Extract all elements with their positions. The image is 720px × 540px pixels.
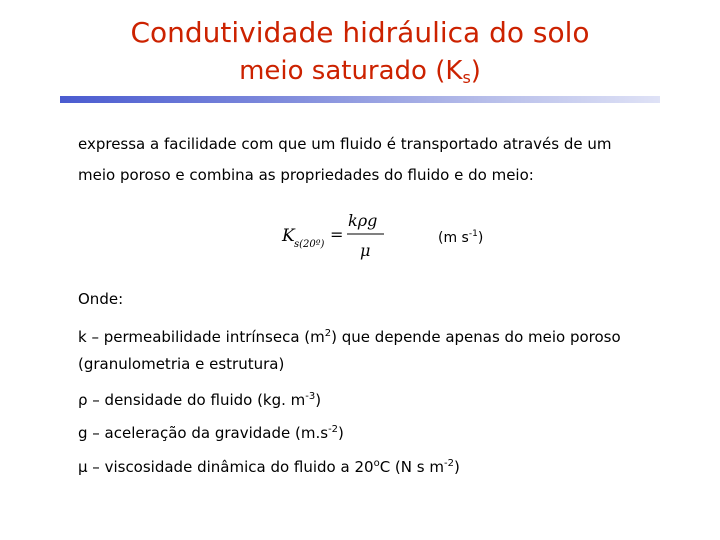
definition-rho-text: ρ – densidade do fluido (kg. m xyxy=(78,391,306,409)
definition-k-text: k – permeabilidade intrínseca (m xyxy=(78,328,325,346)
title-line-1: Condutividade hidráulica do solo xyxy=(130,16,590,49)
formula-lhs-symbol: K xyxy=(282,226,295,246)
definition-mu xyxy=(78,455,460,476)
unit-prefix: (m s xyxy=(438,230,469,246)
intro-line-2: meio poroso e combina as propriedades do fluido e do meio: xyxy=(78,166,534,184)
unit-exponent: -1 xyxy=(468,229,478,239)
unit-suffix: ) xyxy=(477,230,484,246)
definition-mu-text: μ – viscosidade dinâmica do fluido a 20 xyxy=(78,458,374,476)
definition-k-continued: (granulometria e estrutura) xyxy=(78,355,285,373)
definition-g-text-end: ) xyxy=(338,424,344,442)
formula-lhs-subscript: s(20º) xyxy=(294,239,325,250)
definition-k xyxy=(78,325,621,346)
definition-rho-exponent: -3 xyxy=(305,391,316,402)
formula-numerator: kρg xyxy=(348,211,378,230)
intro-line-1: expressa a facilidade com que um fluido é transportado através de um xyxy=(78,135,612,153)
definition-k-text-end: ) que depende apenas do meio poroso xyxy=(331,328,621,346)
conductivity-formula xyxy=(280,207,390,263)
title-line-2: meio saturado (K xyxy=(239,56,463,86)
definition-mu-text-end: ) xyxy=(453,458,460,476)
definition-mu-units: C (N s m xyxy=(379,458,444,476)
definition-rho xyxy=(78,388,321,409)
definitions-heading: Onde: xyxy=(78,290,124,308)
title-subscript: s xyxy=(462,68,471,87)
definition-mu-exponent: -2 xyxy=(443,458,454,469)
slide-title xyxy=(0,16,720,49)
formula-equals: = xyxy=(330,225,344,244)
definition-g xyxy=(78,421,344,442)
title-line-2-end: ) xyxy=(470,56,481,86)
title-divider xyxy=(60,96,660,103)
definition-mu-degree: o xyxy=(373,458,380,469)
definition-g-exponent: -2 xyxy=(328,424,339,435)
definition-g-text: g – aceleração da gravidade (m.s xyxy=(78,424,329,442)
formula-denominator: μ xyxy=(360,241,371,260)
formula-unit xyxy=(438,229,483,246)
slide-subtitle xyxy=(0,56,720,87)
definition-k-exponent: 2 xyxy=(324,328,332,339)
definition-rho-text-end: ) xyxy=(315,391,322,409)
